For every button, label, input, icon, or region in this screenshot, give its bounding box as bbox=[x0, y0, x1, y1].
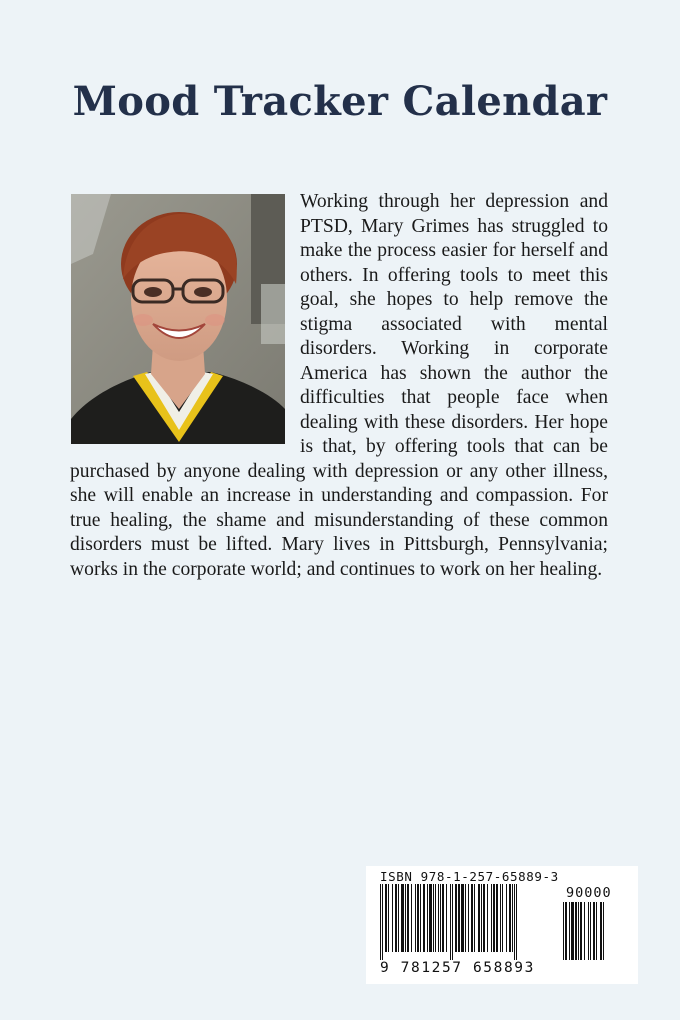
price-code: 90000 bbox=[566, 885, 612, 901]
isbn-label: ISBN 978-1-257-65889-3 bbox=[380, 869, 559, 884]
isbn-barcode bbox=[366, 866, 638, 984]
author-bio bbox=[70, 190, 608, 582]
author-bio-text: Working through her depression and PTSD, Mary Grimes has struggled to make the process easier for herself and others. In offering tools to meet this goal, she hopes to help remove the stigma associated with mental disorders. Working in corporate America has shown the author the difficulties that people face when dealing with these disorders. Her hope is that, by offering tools that can be purchased by anyone dealing with depression or any other illness, she will enable an increase in understanding and compassion. For true healing, the shame and misunderstanding of these common disorders must be lifted. Mary lives in Pittsburgh, Pennsylvania; works in the corporate world; and continues to work on her healing. bbox=[70, 191, 608, 580]
book-title: Mood Tracker Calendar bbox=[72, 78, 608, 125]
isbn-digits: 9 781257 658893 bbox=[380, 960, 535, 976]
photo-spacer bbox=[70, 190, 300, 452]
barcode-addon-bars-icon bbox=[563, 902, 625, 960]
barcode-bars-icon bbox=[380, 884, 560, 960]
